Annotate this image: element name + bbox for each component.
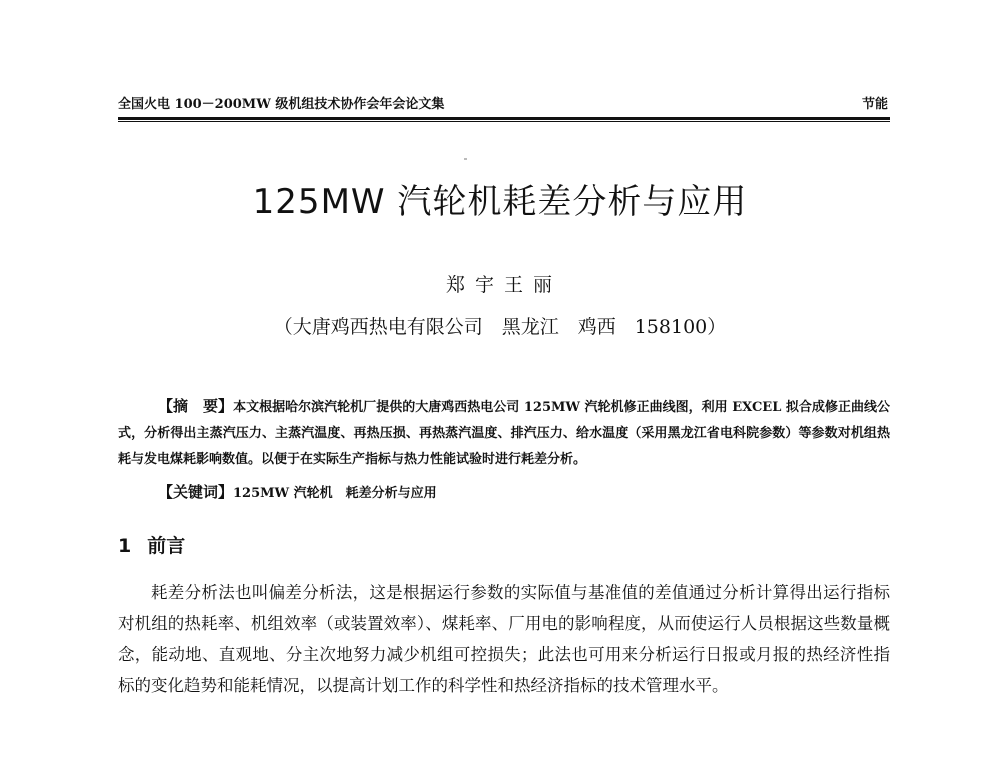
keywords-label: 【关键词】 — [158, 483, 234, 501]
paper-affiliation: （大唐鸡西热电有限公司 黑龙江 鸡西 158100） — [273, 316, 727, 338]
section-heading — [118, 532, 185, 560]
section-paragraph: 耗差分析法也叫偏差分析法，这是根据运行参数的实际值与基准值的差值通过分析计算得出运行指标对机组的热耗率、机组效率（或装置效率）、煤耗率、厂用电的影响程度，从而使运行人员根据这些数量概念，能动地、直观地、分主次地努力减少机组可控损失；此法也可用来分析运行日报或月报的热经济性指标的变化趋势和能耗情况，以提高计划工作的科学性和热经济指标的技术管理水平。 — [118, 583, 890, 695]
section-title: 前言 — [147, 535, 186, 557]
paper-authors: 郑 宇 王 丽 — [445, 274, 555, 296]
header-collection-title: 全国火电 100－200MW 级机组技术协作会年会论文集 — [118, 97, 445, 112]
keywords-text: 125MW 汽轮机 耗差分析与应用 — [233, 486, 437, 501]
abstract-text: 本文根据哈尔滨汽轮机厂提供的大唐鸡西热电公司 125MW 汽轮机修正曲线图，利用 EXCEL 拟合成修正曲线公式，分析得出主蒸汽压力、主蒸汽温度、再热压损、再热蒸汽温度、排汽压力、给水温度（采用黑龙江省电科院参数）等参数对机组热耗与发电煤耗影响数值。以便于在实际生产指标与热力性能试验时进行耗差分析。 — [118, 400, 890, 467]
header-rule — [118, 117, 890, 120]
section-number: 1 — [118, 535, 132, 557]
keywords — [158, 480, 888, 506]
abstract-label: 【摘 要】 — [158, 397, 234, 415]
abstract — [118, 393, 890, 473]
header-rule-thin — [118, 121, 890, 122]
scan-speck — [464, 158, 467, 160]
paper-title: 125MW 汽轮机耗差分析与应用 — [252, 182, 748, 222]
header-section-label: 节能 — [861, 97, 888, 112]
